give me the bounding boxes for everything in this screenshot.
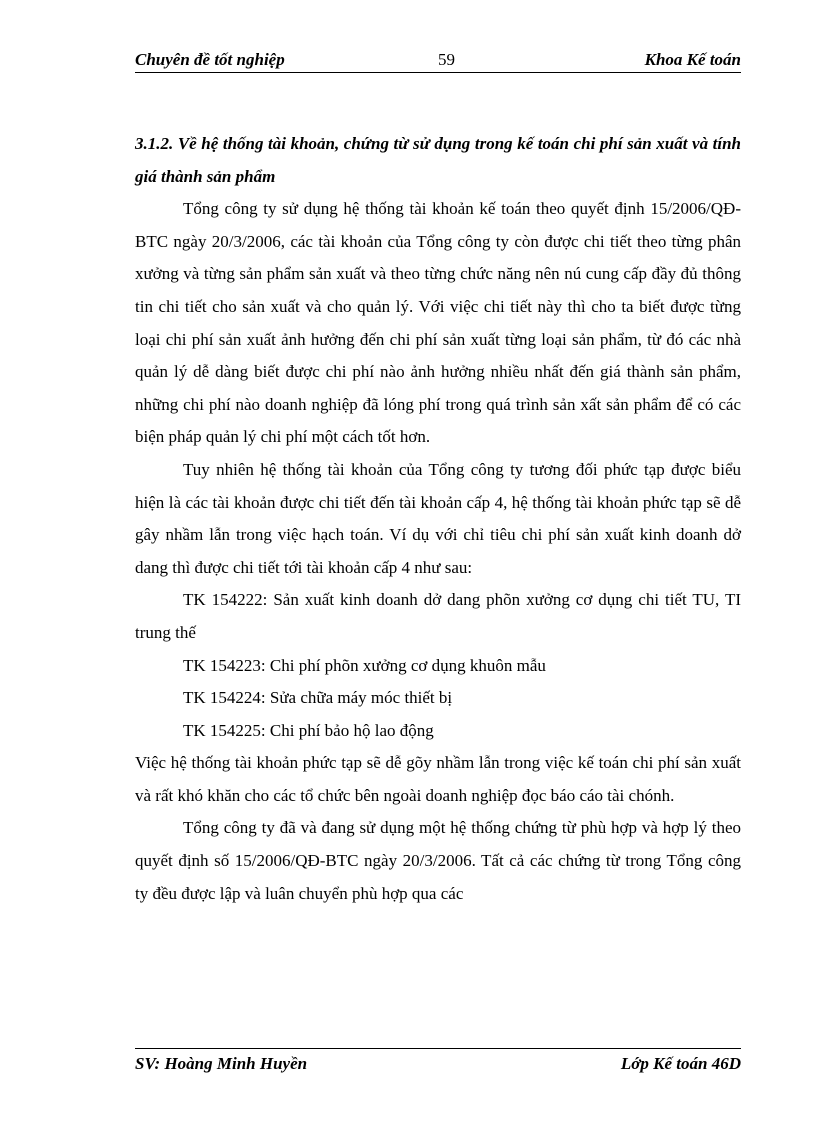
- account-item-154224: TK 154224: Sửa chữa máy móc thiết bị: [183, 688, 453, 708]
- header-faculty: Khoa Kế toán: [644, 50, 741, 69]
- footer-student-name: SV: Hoàng Minh Huyền: [135, 1054, 308, 1073]
- paragraph-account-system: Tổng công ty sử dụng hệ thống tài khoản kế toán theo quyết định 15/2006/QĐ-BTC ngày 20/3/2006, các tài khoản của Tổng công ty còn được chi tiết theo từng phân xưởng và từng sản phẩm sản xuất và theo từng chức năng nên nú cung cấp đầy đủ thông tin chi tiết cho sản xuất và cho quản lý. Với việc chi tiết này thì cho ta biết được từng loại chi phí sản xuất ảnh hưởng đến chi phí sản xuất từng loại sản phẩm, từ đó các nhà quản lý dễ dàng biết được chi phí nào ảnh hưởng nhiều nhất đến giá thành sản phẩm, những chi phí nào doanh nghiệp đã lóng phí trong quá trình sản xất sản phẩm để có các biện pháp quản lý chi phí một cách tốt hơn.: [135, 199, 741, 447]
- paragraph-vouchers: Tổng công ty đã và đang sử dụng một hệ thống chứng từ phù hợp và hợp lý theo quyết định số 15/2006/QĐ-BTC ngày 20/3/2006. Tất cả các chứng từ trong Tổng công ty đều được lập và luân chuyển phù hợp qua các: [135, 818, 741, 903]
- section-heading: 3.1.2. Về hệ thống tài khoản, chứng từ sử dụng trong kế toán chi phí sản xuất và tính giá thành sản phẩm: [135, 134, 741, 186]
- account-item-154222: TK 154222: Sản xuất kinh doanh dở dang phõn xưởng cơ dụng chi tiết TU, TI trung thế: [135, 590, 741, 642]
- paragraph-confusion: Việc hệ thống tài khoản phức tạp sẽ dễ gõy nhầm lẫn trong việc kế toán chi phí sản xuất và rất khó khăn cho các tổ chức bên ngoài doanh nghiệp đọc báo cáo tài chónh.: [135, 753, 741, 805]
- page-header: [135, 48, 741, 73]
- header-document-type: Chuyên đề tốt nghiệp: [135, 50, 285, 69]
- page-footer: [135, 1048, 741, 1073]
- account-item-154223: TK 154223: Chi phí phõn xưởng cơ dụng khuôn mẫu: [183, 655, 546, 675]
- paragraph-complexity: Tuy nhiên hệ thống tài khoản của Tổng công ty tương đối phức tạp được biểu hiện là các tài khoản được chi tiết đến tài khoản cấp 4, hệ thống tài khoản phức tạp sẽ dễ gây nhầm lẫn trong việc hạch toán. Ví dụ với chỉ tiêu chi phí sản xuất kinh doanh dở dang thì được chi tiết tới tài khoản cấp 4 như sau:: [135, 459, 741, 577]
- account-item-154225: TK 154225: Chi phí bảo hộ lao động: [183, 720, 434, 740]
- page-number: 59: [438, 50, 455, 69]
- page-body: [135, 128, 741, 910]
- footer-class-name: Lớp Kế toán 46D: [620, 1054, 741, 1073]
